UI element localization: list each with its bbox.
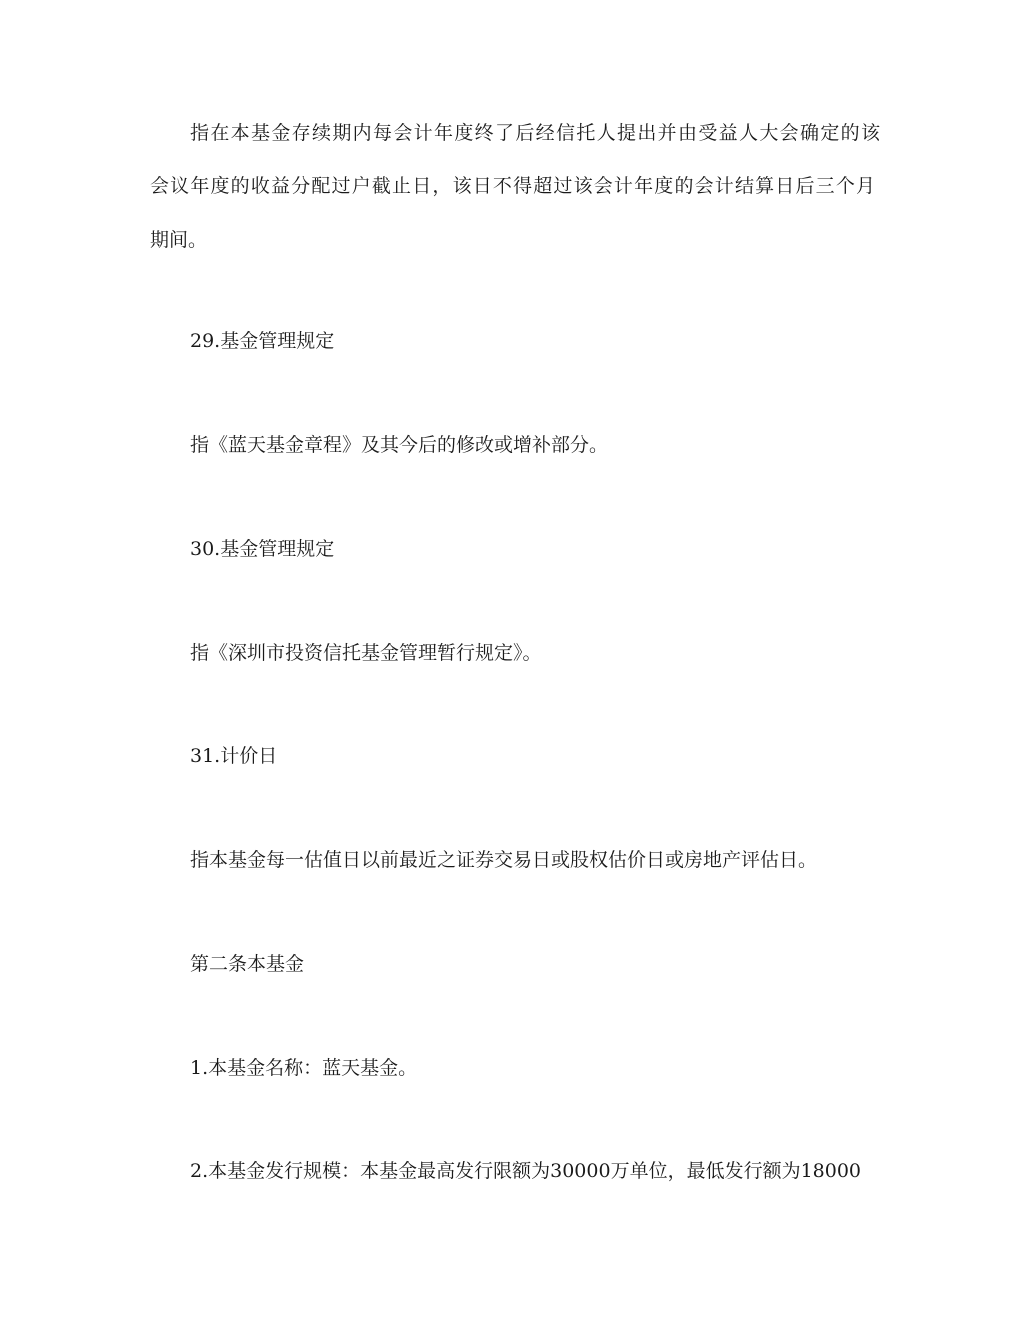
item30-heading: 30.基金管理规定 <box>190 538 335 560</box>
item31-body: 指本基金每一估值日以前最近之证券交易日或股权估价日或房地产评估日。 <box>190 849 818 871</box>
item30-body: 指《深圳市投资信托基金管理暂行规定》。 <box>190 642 542 664</box>
item31-heading: 31.计价日 <box>190 745 278 767</box>
article2-heading: 第二条本基金 <box>190 953 305 975</box>
article2-item2: 2.本基金发行规模：本基金最高发行限额为30000万单位，最低发行额为18000 <box>190 1160 862 1182</box>
para-intro-line3: 期间。 <box>150 229 208 251</box>
article2-item1: 1.本基金名称：蓝天基金。 <box>190 1057 418 1079</box>
item29-body: 指《蓝天基金章程》及其今后的修改或增补部分。 <box>190 434 609 456</box>
para-intro-line2: 会议年度的收益分配过户截止日，该日不得超过该会计年度的会计结算日后三个月 <box>150 175 875 197</box>
item29-heading: 29.基金管理规定 <box>190 330 335 352</box>
para-intro-line1: 指在本基金存续期内每会计年度终了后经信托人提出并由受益人大会确定的该 <box>190 122 880 144</box>
